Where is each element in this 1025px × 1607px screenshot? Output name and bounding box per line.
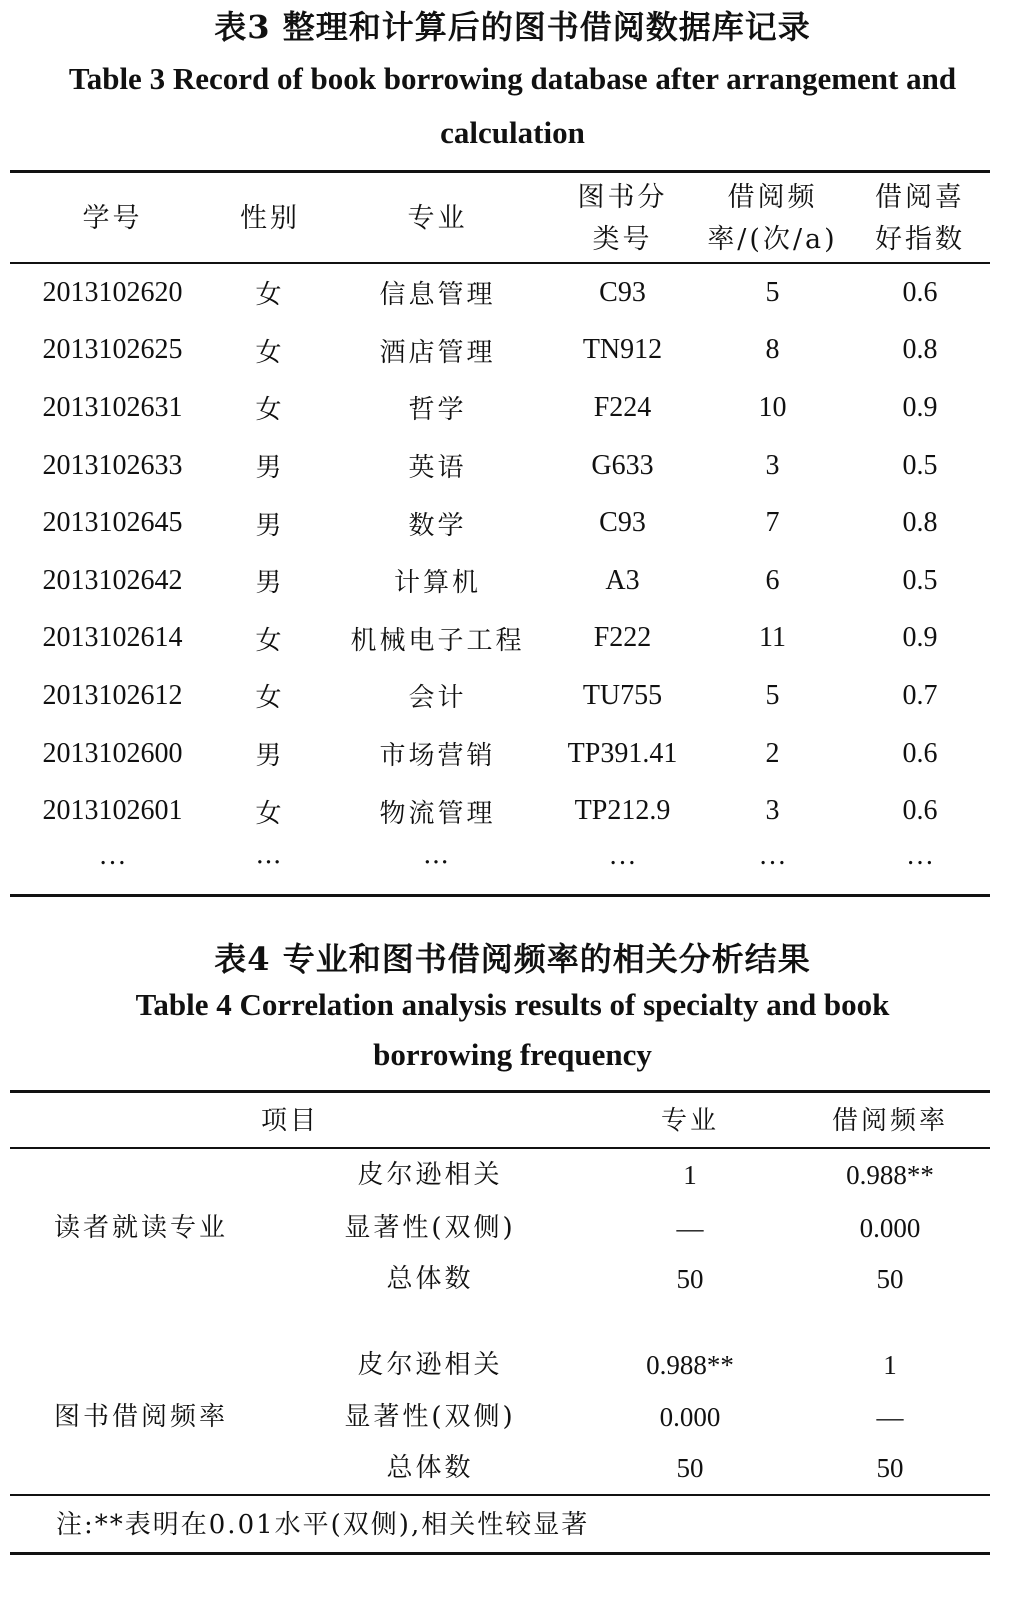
table3-cell: 男 bbox=[255, 453, 285, 484]
table3-cell: 2013102625 bbox=[42, 334, 183, 366]
table4-header-item: 项目 bbox=[260, 1106, 319, 1136]
table3-header bbox=[10, 176, 990, 262]
table4-row: 皮尔逊相关 1 0.988** bbox=[357, 1160, 934, 1190]
table3-cell: … bbox=[423, 839, 452, 870]
table3-cell: 酒店管理 bbox=[379, 337, 496, 368]
table3-cell: G633 bbox=[591, 449, 654, 481]
table3-top-rule bbox=[10, 170, 990, 173]
table3-cell: TU755 bbox=[582, 679, 663, 711]
table4-caption-zh: 表4 专业和图书借阅频率的相关分析结果 bbox=[214, 940, 811, 978]
table3-row bbox=[10, 840, 990, 890]
table3-cell: 0.7 bbox=[902, 679, 938, 711]
table3-cell: TP391.41 bbox=[567, 737, 678, 769]
table3-cell: 女 bbox=[255, 337, 285, 368]
table4-bottom-rule bbox=[10, 1552, 990, 1555]
table3-cell: … bbox=[98, 839, 127, 871]
table4-row: 显著性(双侧) — 0.000 bbox=[344, 1213, 921, 1243]
table3-cell: 0.5 bbox=[902, 564, 938, 596]
table3-cell: 2013102645 bbox=[42, 507, 183, 539]
table3-header-cell: 性别 bbox=[240, 203, 300, 234]
table3-cell: 2 bbox=[765, 737, 780, 769]
table4-group-name: 读者就读专业 bbox=[54, 1213, 229, 1243]
table3-cell: 2013102631 bbox=[42, 391, 183, 423]
table3-cell: 市场营销 bbox=[379, 741, 496, 772]
table4-top-rule bbox=[10, 1090, 990, 1093]
table3-cell: 6 bbox=[765, 564, 780, 596]
table3-row bbox=[10, 667, 990, 725]
table4-row: 总体数 50 50 bbox=[386, 1453, 904, 1483]
table3-cell: 8 bbox=[765, 334, 780, 366]
table3-cell: 男 bbox=[255, 741, 285, 772]
table3-cell: 0.8 bbox=[902, 334, 938, 366]
table3-row bbox=[10, 782, 990, 840]
table3-header-cell: 借阅喜 好指数 bbox=[875, 182, 965, 255]
table3-cell: 英语 bbox=[408, 453, 467, 484]
table3-cell: F224 bbox=[593, 391, 652, 423]
table3-caption-zh: 表3 整理和计算后的图书借阅数据库记录 bbox=[214, 8, 811, 46]
table4-header-specialty: 专业 bbox=[660, 1106, 719, 1136]
table3-cell: 2013102600 bbox=[42, 737, 183, 769]
table3-caption-en: Table 3 Record of book borrowing database after arrangement and calculation bbox=[68, 61, 957, 150]
table4-group-name: 图书借阅频率 bbox=[54, 1402, 229, 1432]
table3-cell: 女 bbox=[255, 798, 285, 829]
table3-cell: … bbox=[608, 839, 637, 871]
table3-header-cell: 借阅频 率/(次/a) bbox=[707, 182, 838, 255]
table3-header-cell: 专业 bbox=[407, 203, 468, 234]
table3-cell: 2013102633 bbox=[42, 449, 183, 481]
table3-cell: C93 bbox=[599, 507, 646, 539]
table3-cell: 女 bbox=[255, 683, 285, 714]
table3-cell: 女 bbox=[255, 280, 285, 311]
table3-cell: 3 bbox=[765, 449, 780, 481]
table3-cell: 0.9 bbox=[902, 391, 938, 423]
table3-cell: 0.8 bbox=[902, 507, 938, 539]
table3-cell: C93 bbox=[599, 276, 646, 308]
table3-row bbox=[10, 264, 990, 322]
table3-cell: 女 bbox=[255, 395, 285, 426]
table3-cell: 0.9 bbox=[902, 622, 938, 654]
table3-cell: 计算机 bbox=[393, 568, 481, 599]
table3-bottom-rule bbox=[10, 894, 990, 897]
table3-row bbox=[10, 552, 990, 610]
table3-cell: 2013102601 bbox=[42, 795, 183, 827]
table3-cell: 男 bbox=[255, 568, 285, 599]
table3-cell: F222 bbox=[593, 622, 652, 654]
table3-row bbox=[10, 610, 990, 668]
table3-cell: 0.6 bbox=[902, 737, 938, 769]
table4-group bbox=[10, 1150, 990, 1306]
table3-cell: 女 bbox=[255, 625, 285, 656]
table3-cell: 11 bbox=[759, 622, 786, 654]
table3-cell: 机械电子工程 bbox=[350, 625, 525, 656]
table3-row bbox=[10, 494, 990, 552]
table3-cell: TP212.9 bbox=[574, 795, 671, 827]
table3-cell: 7 bbox=[765, 507, 780, 539]
table3-cell: 3 bbox=[765, 795, 780, 827]
table4-row: 总体数 50 50 bbox=[386, 1264, 904, 1294]
table3-cell: 物流管理 bbox=[379, 798, 496, 829]
table3-header-cell: 学号 bbox=[82, 203, 143, 234]
table3-cell: 5 bbox=[765, 679, 780, 711]
table4-row: 显著性(双侧) 0.000 — bbox=[344, 1402, 904, 1432]
table3-cell: 数学 bbox=[408, 510, 467, 541]
table3-cell: … bbox=[255, 839, 285, 870]
table3-cell: … bbox=[758, 839, 787, 871]
table3-cell: 哲学 bbox=[408, 395, 467, 426]
table3-cell: 0.6 bbox=[902, 276, 938, 308]
table3-cell: TN912 bbox=[582, 334, 663, 366]
table4-header-frequency: 借阅频率 bbox=[831, 1106, 948, 1136]
table3-row bbox=[10, 379, 990, 437]
table3-cell: 2013102612 bbox=[42, 679, 183, 711]
table4-row: 皮尔逊相关 0.988** 1 bbox=[357, 1350, 897, 1380]
table3-cell: 2013102614 bbox=[42, 622, 183, 654]
table3-cell: A3 bbox=[605, 564, 640, 596]
table3-cell: … bbox=[906, 839, 934, 871]
table3-row bbox=[10, 725, 990, 783]
table3-cell: 男 bbox=[255, 510, 285, 541]
table3-cell: 0.6 bbox=[902, 795, 938, 827]
table4-header-rule bbox=[10, 1147, 990, 1149]
table4-header bbox=[10, 1096, 990, 1146]
table3-cell: 5 bbox=[765, 276, 780, 308]
table3-cell: 2013102642 bbox=[42, 564, 183, 596]
table3-row bbox=[10, 322, 990, 380]
table4-group bbox=[10, 1340, 990, 1496]
table3-cell: 0.5 bbox=[902, 449, 938, 481]
table3-header-cell: 图书分 类号 bbox=[577, 182, 668, 255]
table3-cell: 信息管理 bbox=[379, 280, 496, 311]
table3-cell: 2013102620 bbox=[42, 276, 183, 308]
table4-caption-en: Table 4 Correlation analysis results of specialty and book borrowing frequency bbox=[135, 987, 890, 1072]
table3-row bbox=[10, 437, 990, 495]
table3-body bbox=[10, 264, 990, 890]
table3-cell: 会计 bbox=[408, 683, 467, 714]
table3-cell: 10 bbox=[758, 391, 787, 423]
table4-note: 注:**表明在0.01水平(双侧),相关性较显著 bbox=[56, 1510, 590, 1540]
